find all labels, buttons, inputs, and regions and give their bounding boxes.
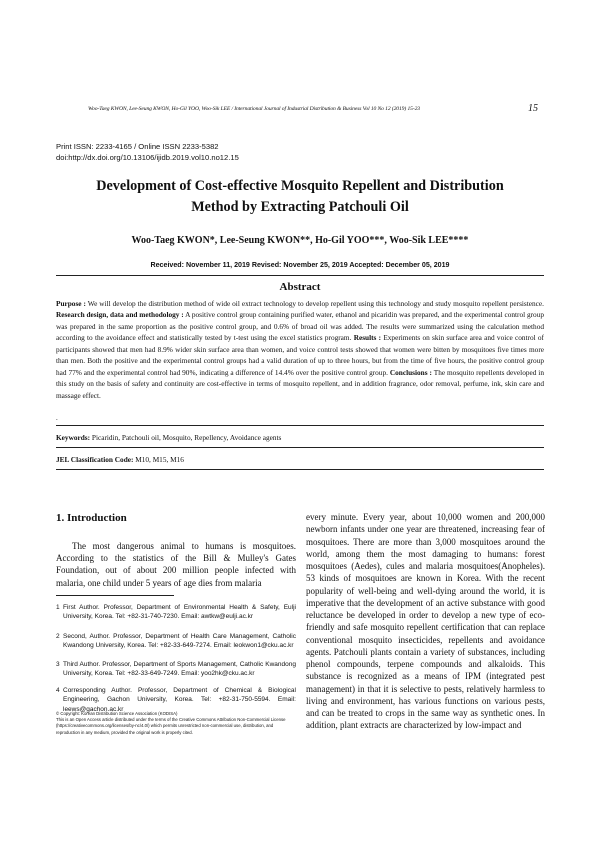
purpose-text: We will develop the distribution method of wide oil extract technology to develop repellent using this technology and study mosquito repellent persistence. (85, 299, 544, 308)
intro-left-text: The most dangerous animal to humans is mosquitoes. According to the statistics of the Bill & Mulley's Gates Foundation, out of about 200 million people infected with malaria, one child under 5 years of age dies from malaria (56, 541, 296, 588)
issn-line: Print ISSN: 2233-4165 / Online ISSN 2233-5382 (56, 142, 219, 151)
footnote-number: 4 (56, 687, 60, 694)
keywords-rule (56, 447, 544, 448)
title-line-2: Method by Extracting Patchouli Oil (191, 199, 409, 215)
footnote-text: Second, Author. Professor, Department of Health Care Management, Catholic Kwandong University, Korea. Tel: +82-33-649-7274. Email: leokwon1@cku.ac.kr (63, 633, 296, 650)
doi-line: doi:http://dx.doi.org/10.13106/ijidb.2019.vol10.no12.15 (56, 153, 239, 162)
jel-label: JEL Classification Code: (56, 455, 134, 464)
intro-right-column: every minute. Every year, about 10,000 women and 200,000 newborn infants under one year are threatened, increasing fear of mosquitoes. There are more than 3,000 mosquitoes around the world, among them the most damaging to humans: forest mosquitoes (Aedes), cules and malaria mosquitoes(Anopheles). 53 kinds of mosquitoes are known in Korea. With the recent popularity of well-being and well-dying around the world, it is imperative that the development of an active substance with good reluctance be developed in order to develop a new type of eco-friendly and safe mosquito repellent certification that can replace conventional mosquito insecticides, repellents and avoidance agents. Patchouli plants contain a variety of substances, including phenol compounds, terpene compounds and alkaloids. This substance is recognized as a means of IPM (integrated pest management) in that it is selective to pests, relatively harmless to living and environment, has various functions on various pests, and can be treated to crops in the same way as synthetic ones. In addition, plant extracts are characterized by low-impact and (306, 512, 545, 731)
abstract-trailing-dot: . (56, 414, 58, 422)
footnote-3 (56, 660, 296, 679)
copyright-line-1: © Copyright: Korean Distribution Science Association (KODISA) (56, 711, 178, 716)
copyright-notice (56, 711, 296, 736)
conclusions-label: Conclusions : (389, 367, 432, 377)
abstract-heading: Abstract (279, 281, 321, 293)
footnote-number: 2 (56, 633, 60, 640)
jel-text: M10, M15, M16 (133, 455, 184, 464)
issn-block (56, 141, 239, 163)
keywords-line (56, 433, 281, 442)
footnote-rule (56, 595, 174, 596)
results-label: Results : (353, 333, 382, 343)
title-line-1: Development of Cost-effective Mosquito Repellent and Distribution (96, 178, 504, 194)
conclusions-text: The mosquito repellents developed in this study on the basis of safety and continuity are cost-effective in terms of mosquito repellent, and in addition fragrance, odor removal, perfume, ink, skin care and massage effect. (56, 367, 544, 400)
abstract-body (56, 298, 544, 401)
author-list: Woo-Taeg KWON*, Lee-Seung KWON**, Ho-Gil YOO***, Woo-Sik LEE**** (131, 235, 469, 246)
footnote-2 (56, 632, 296, 651)
section-heading-introduction: 1. Introduction (56, 512, 127, 524)
jel-line (56, 455, 184, 464)
methods-label: Research design, data and methodology : (56, 310, 184, 320)
footnote-1 (56, 603, 296, 622)
paper-title (56, 176, 544, 218)
footnote-4 (56, 686, 296, 714)
footnote-number: 1 (56, 604, 60, 611)
methods-text: A positive control group containing purified water, ethanol and picaridin was prepared, and the experimental control group was prepared in the same proportion as the positive control group, and 0.6% of broad oil was added. The results were summarized using the calculation method according to the avoidance effect and statistically tested by t-test using the excel statistics program. (56, 310, 544, 343)
intro-left-column (56, 540, 296, 589)
footnote-text: Corresponding Author. Professor, Department of Chemical & Biological Engineering, Gachon University, Korea. Tel: +82-31-750-5594. Email: leews@gachon.ac.kr (63, 687, 296, 713)
abstract-bottom-rule (56, 425, 544, 426)
results-text: Experiments on skin surface area and voice control of participants showed that men had 8.9% wider skin surface area than women, and voice control tests showed that women were bitten by mosquitoes five times more than men. Both the positive and the experimental control groups had a valid duration of up to three hours, but from the time of five hours, the positive control group had 77% and the experimental control had 90%, indicating a difference of 14.4% over the positive control group. (56, 333, 544, 377)
keywords-label: Keywords: (56, 433, 91, 442)
running-header: Woo-Taeg KWON, Lee-Seung KWON, Ho-Gil YOO, Woo-Sik LEE / International Journal of Industrial Distribution & Business Vol 10 No 12 (2019) 15-23 (88, 106, 420, 112)
footnote-text: First Author. Professor, Department of Environmental Health & Safety, Eulji University, Korea. Tel: +82-31-740-7230. Email: awtkw@eulji.ac.kr (63, 604, 296, 621)
abstract-top-rule (56, 275, 544, 276)
submission-dates: Received: November 11, 2019 Revised: November 25, 2019 Accepted: December 05, 2019 (150, 261, 450, 269)
page-number: 15 (528, 103, 538, 114)
purpose-label: Purpose : (56, 299, 86, 308)
license-text: This is an Open Access article distributed under the terms of the Creative Commons Attribution Non-Commercial License (https://creativecommons.org/licenses/by-nc/4.0/) which permits unrestricted non-commercial use, distribution, and reproduction in any medium, provided the original work is properly cited. (56, 717, 286, 735)
jel-rule (56, 469, 544, 470)
footnote-number: 3 (56, 661, 60, 668)
footnote-text: Third Author. Professor, Department of Sports Management, Catholic Kwandong University, Korea. Tel: +82-33-649-7249. Email: yoo2hk@cku.ac.kr (63, 661, 296, 678)
keywords-text: Picaridin, Patchouli oil, Mosquito, Repellency, Avoidance agents (90, 433, 282, 442)
